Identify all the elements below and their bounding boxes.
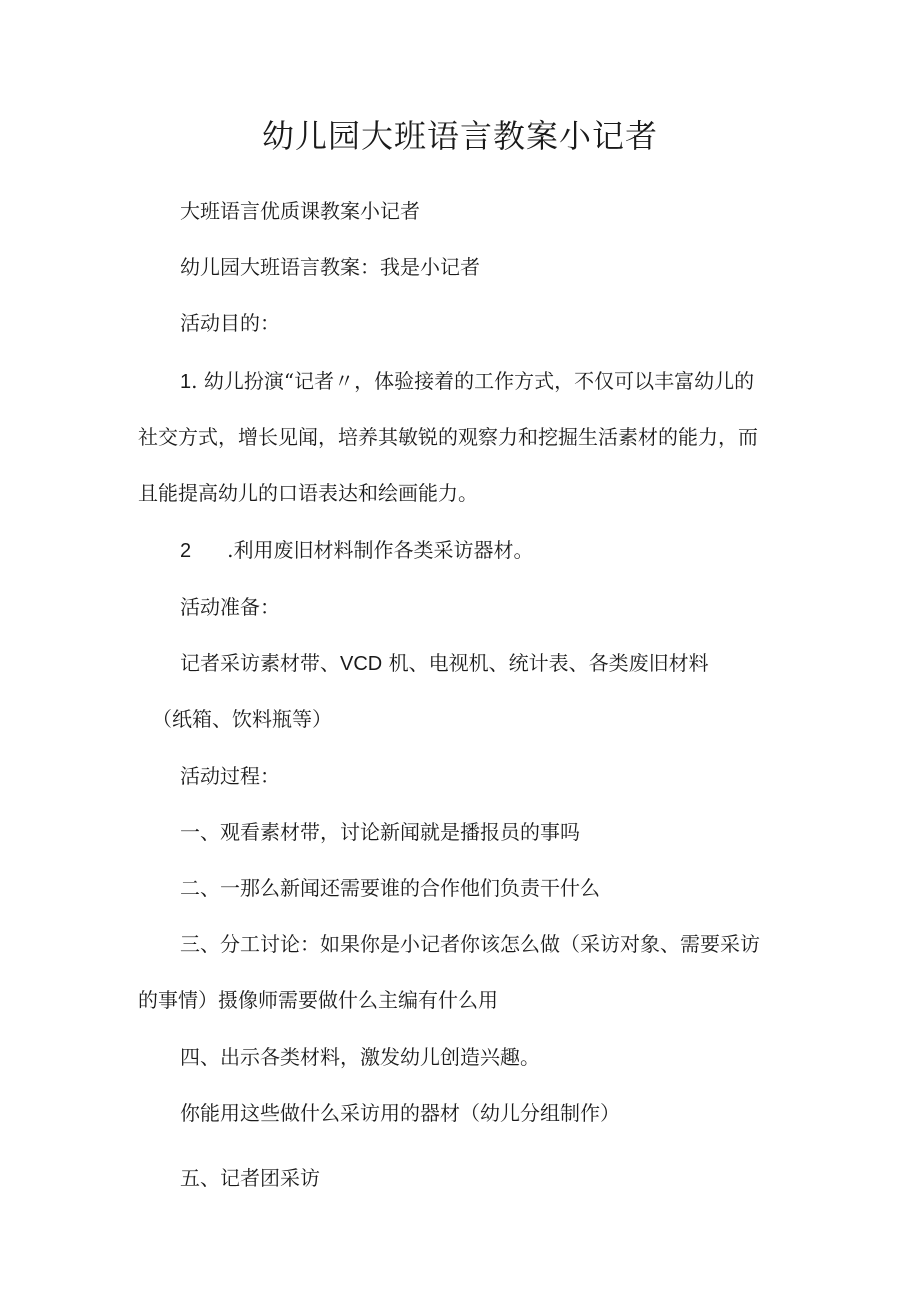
subtitle-line: 大班语言优质课教案小记者: [180, 199, 420, 223]
preparation-vcd: VCD: [340, 653, 383, 675]
process-step-1: 一、观看素材带，讨论新闻就是播报员的事吗: [180, 820, 580, 844]
preparation-text-c: 机、电视机、统计表、各类废旧材料: [382, 651, 709, 675]
goal-1-continuation-1: 社交方式，增长见闻，培养其敏锐的观察力和挖掘生活素材的能力，而: [138, 425, 758, 449]
document-title: 幼儿园大班语言教案小记者: [261, 117, 658, 155]
process-step-3-continuation: 的事情）摄像师需要做什么主编有什么用: [138, 988, 498, 1012]
preparation-line: [180, 648, 709, 679]
preparation-text-a: 记者采访素材带、: [180, 651, 340, 675]
section-heading-goals: 活动目的：: [180, 311, 280, 335]
goal-1-continuation-2: 且能提高幼儿的口语表达和绘画能力。: [138, 481, 478, 505]
section-heading-process: 活动过程：: [180, 764, 280, 788]
section-heading-preparation: 活动准备：: [180, 595, 280, 619]
process-step-4-question: 你能用这些做什么采访用的器材（幼儿分组制作）: [180, 1101, 620, 1125]
process-step-3: 三、分工讨论：如果你是小记者你该怎么做（采访对象、需要采访: [180, 932, 760, 956]
preparation-continuation: （纸箱、饮料瓶等）: [152, 707, 332, 731]
goal-item-2: [180, 535, 533, 566]
goal-2-text: .利用废旧材料制作各类采访器材。: [227, 538, 534, 562]
goal-1-text: . 幼儿扮演“记者〃，体验接着的工作方式，不仅可以丰富幼儿的: [191, 369, 755, 393]
lesson-title-line: 幼儿园大班语言教案：我是小记者: [180, 255, 480, 279]
goal-2-number: 2: [180, 540, 192, 562]
process-step-4: 四、出示各类材料，激发幼儿创造兴趣。: [180, 1045, 540, 1069]
goal-1-number: 1: [180, 371, 192, 393]
goal-item-1: [180, 366, 754, 397]
process-step-5: 五、记者团采访: [180, 1166, 320, 1190]
process-step-2: 二、一那么新闻还需要谁的合作他们负责干什么: [180, 876, 600, 900]
